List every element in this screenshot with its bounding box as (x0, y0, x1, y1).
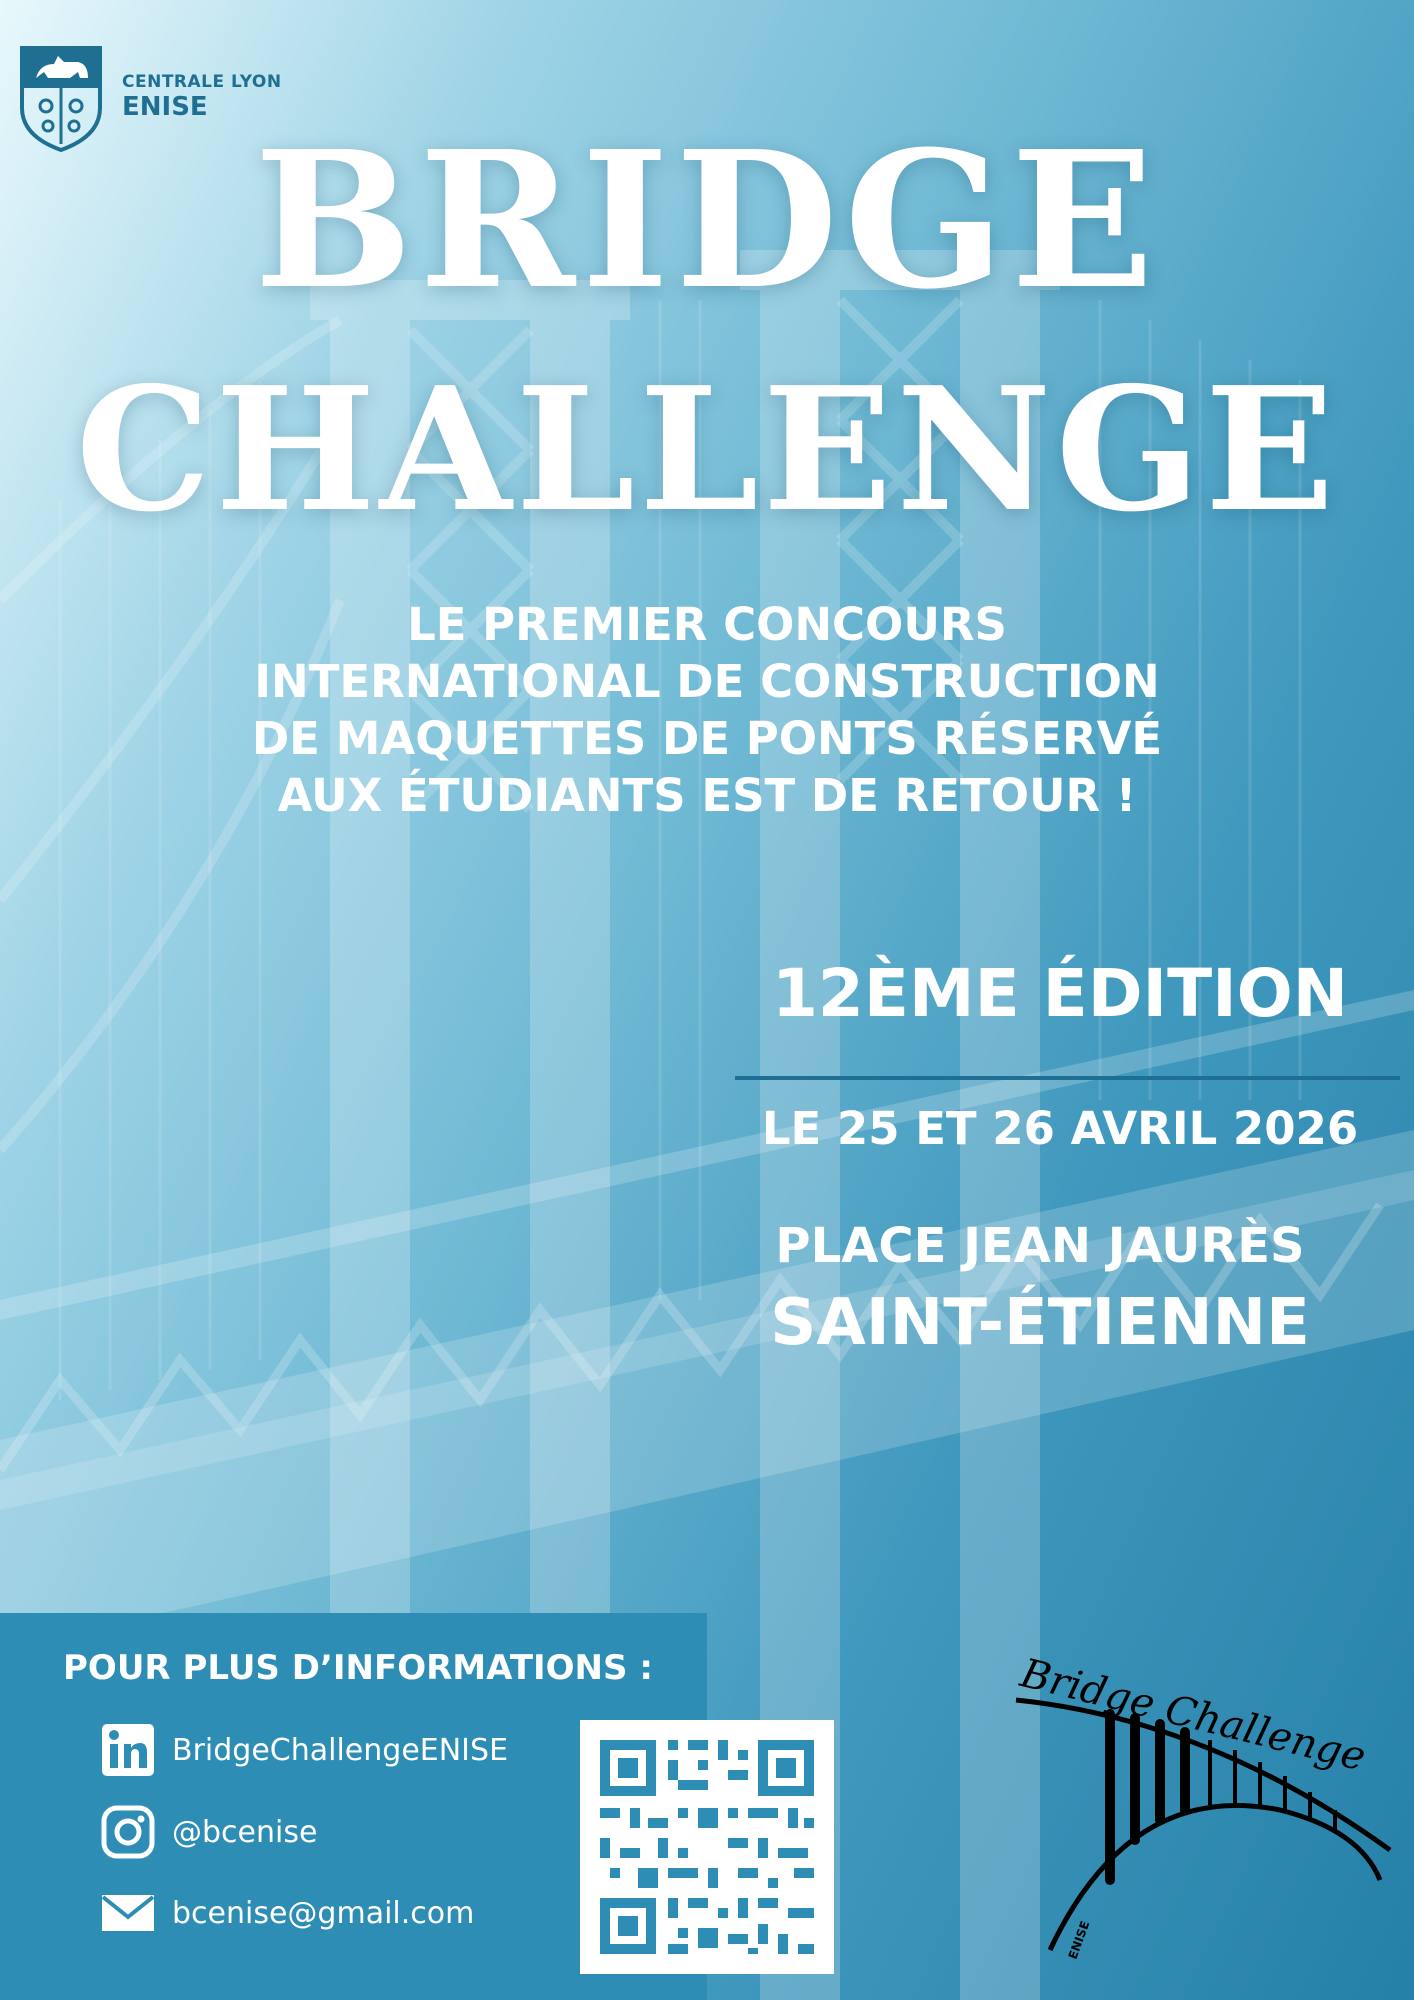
divider (735, 1076, 1400, 1080)
info-title: POUR PLUS D’INFORMATIONS : (63, 1648, 653, 1688)
mail-icon (100, 1885, 156, 1941)
title-line-1: BRIDGE (254, 110, 1160, 331)
brand-logo-small-text: ENISE (1065, 1919, 1093, 1962)
instagram-handle[interactable]: @bcenise (172, 1814, 318, 1850)
event-dates: LE 25 ET 26 AVRIL 2026 (761, 1102, 1359, 1155)
subtitle-line-1: LE PREMIER CONCOURS (407, 598, 1007, 651)
subtitle-line-4: AUX ÉTUDIANTS EST DE RETOUR ! (277, 769, 1137, 822)
linkedin-handle[interactable]: BridgeChallengeENISE (172, 1732, 509, 1768)
linkedin-contact[interactable] (100, 1722, 508, 1778)
event-place: PLACE JEAN JAURÈS (775, 1218, 1305, 1274)
event-city: SAINT-ÉTIENNE (770, 1286, 1310, 1360)
qr-code[interactable] (580, 1720, 834, 1974)
linkedin-icon (100, 1722, 156, 1778)
email-address[interactable]: bcenise@gmail.com (172, 1895, 475, 1931)
title-line-2: CHALLENGE (75, 350, 1339, 550)
instagram-icon (100, 1804, 156, 1860)
email-contact[interactable] (100, 1885, 474, 1941)
brand-logo-text: Bridge Challenge (1016, 1650, 1371, 1781)
qr-code-graphic (580, 1720, 834, 1974)
logo-line-1: CENTRALE LYON (122, 72, 282, 93)
edition: 12ÈME ÉDITION (771, 955, 1349, 1032)
subtitle-line-3: DE MAQUETTES DE PONTS RÉSERVÉ (251, 712, 1163, 765)
subtitle-line-2: INTERNATIONAL DE CONSTRUCTION (254, 655, 1160, 708)
bridge-challenge-logo (1010, 1650, 1410, 1980)
logo-line-2: ENISE (122, 91, 208, 122)
instagram-contact[interactable] (100, 1804, 317, 1860)
subtitle (200, 596, 1214, 824)
